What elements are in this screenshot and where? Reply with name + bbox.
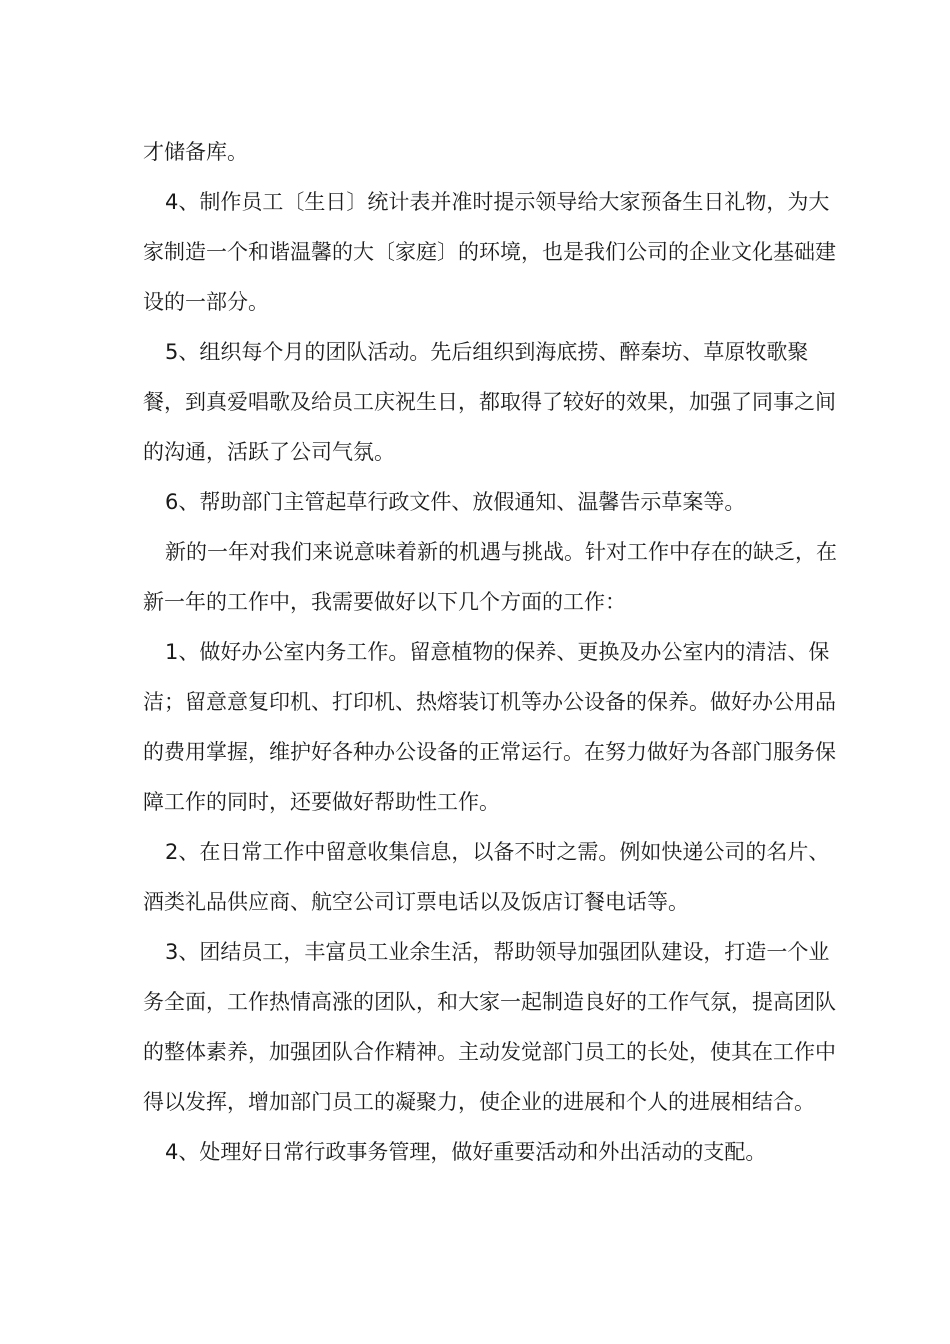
paragraph: 1、做好办公室内务工作。留意植物的保养、更换及办公室内的清洁、保洁；留意意复印机、打印机、热熔装订机等办公设备的保养。做好办公用品的费用掌握，维护好各种办公设备的正常运行。在努力做好为各部门服务保障工作的同时，还要做好帮助性工作。 bbox=[143, 640, 836, 814]
paragraph: 6、帮助部门主管起草行政文件、放假通知、温馨告示草案等。 bbox=[165, 490, 746, 514]
body-text bbox=[143, 127, 843, 1177]
paragraph: 才储备库。 bbox=[143, 140, 248, 164]
paragraph: 4、制作员工〔生日〕统计表并准时提示领导给大家预备生日礼物，为大家制造一个和谐温馨的大〔家庭〕的环境，也是我们公司的企业文化基础建设的一部分。 bbox=[143, 190, 836, 314]
paragraph: 3、团结员工，丰富员工业余生活，帮助领导加强团队建设，打造一个业务全面，工作热情高涨的团队，和大家一起制造良好的工作气氛，提高团队的整体素养，加强团队合作精神。主动发觉部门员工的长处，使其在工作中得以发挥，增加部门员工的凝聚力，使企业的进展和个人的进展相结合。 bbox=[143, 940, 836, 1114]
paragraph: 2、在日常工作中留意收集信息，以备不时之需。例如快递公司的名片、酒类礼品供应商、航空公司订票电话以及饭店订餐电话等。 bbox=[143, 840, 830, 914]
paragraph: 5、组织每个月的团队活动。先后组织到海底捞、醉秦坊、草原牧歌聚餐，到真爱唱歌及给员工庆祝生日，都取得了较好的效果，加强了同事之间的沟通，活跃了公司气氛。 bbox=[143, 340, 836, 464]
paragraph: 4、处理好日常行政事务管理，做好重要活动和外出活动的支配。 bbox=[165, 1140, 767, 1164]
paragraph: 新的一年对我们来说意味着新的机遇与挑战。针对工作中存在的缺乏，在新一年的工作中，我需要做好以下几个方面的工作： bbox=[143, 540, 837, 614]
